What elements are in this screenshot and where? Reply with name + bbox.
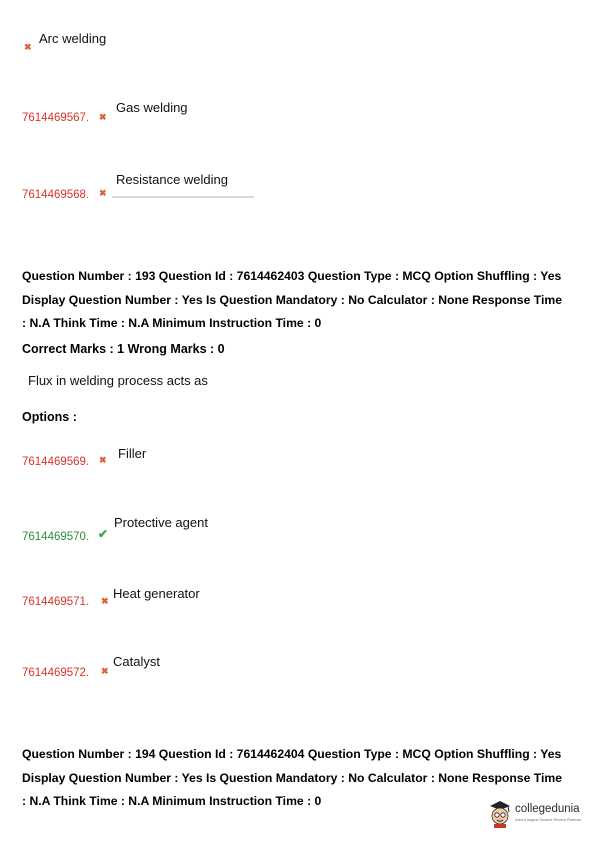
option-text: Catalyst <box>113 654 160 669</box>
option-id: 7614469569. <box>22 456 90 468</box>
meta-line: Question Number : 193 Question Id : 7614462403 Question Type : MCQ Option Shuffling : Yes <box>22 269 562 283</box>
option-id: 7614469572. <box>22 667 90 679</box>
marks-line: Correct Marks : 1 Wrong Marks : 0 <box>22 342 225 356</box>
options-label: Options : <box>22 410 77 424</box>
meta-line: Display Question Number : Yes Is Question Mandatory : No Calculator : None Response Time <box>22 770 562 785</box>
meta-line: : N.A Think Time : N.A Minimum Instruction Time : 0 <box>22 316 322 330</box>
option-id: 7614469568. <box>22 189 90 201</box>
option-text: Heat generator <box>113 586 200 601</box>
option-text: Filler <box>118 446 147 461</box>
cross-icon: ✖ <box>101 666 109 676</box>
cross-icon: ✖ <box>99 188 107 198</box>
cross-icon: ✖ <box>24 42 32 52</box>
cross-icon: ✖ <box>101 596 109 606</box>
logo-name: collegedunia <box>515 803 580 815</box>
option-text: Resistance welding <box>116 172 229 187</box>
option-id: 7614469567. <box>22 112 90 124</box>
underline-divider <box>112 196 254 198</box>
cross-icon: ✖ <box>99 455 107 465</box>
option-id: 7614469571. <box>22 596 90 608</box>
cross-icon: ✖ <box>99 112 107 122</box>
option-id: 7614469570. <box>22 531 90 543</box>
logo-tagline: India's largest Student Review Platform <box>515 818 582 822</box>
meta-line: Display Question Number : Yes Is Question Mandatory : No Calculator : None Response Time <box>22 292 562 307</box>
option-text: Gas welding <box>116 100 188 115</box>
option-text: Arc welding <box>39 31 107 46</box>
question-meta <box>22 265 582 336</box>
question-text: Flux in welding process acts as <box>28 373 208 388</box>
meta-line: Question Number : 194 Question Id : 7614462404 Question Type : MCQ Option Shuffling : Yes <box>22 747 562 761</box>
meta-line: : N.A Think Time : N.A Minimum Instruction Time : 0 <box>22 794 322 808</box>
student-mascot-icon <box>488 800 512 828</box>
option-text: Protective agent <box>114 515 208 530</box>
check-icon: ✔ <box>98 527 109 541</box>
collegedunia-logo <box>488 800 588 830</box>
